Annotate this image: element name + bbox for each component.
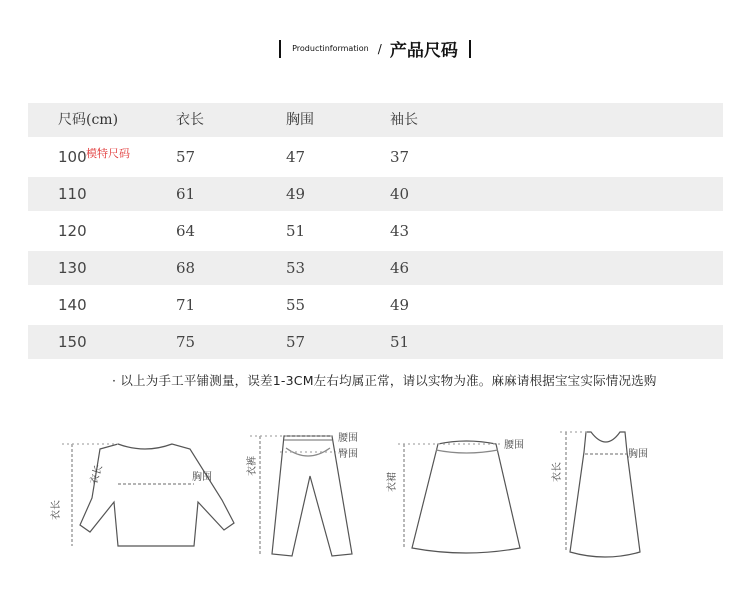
chest-cell: 51 bbox=[286, 222, 306, 240]
header-cell-size: 尺码(cm) bbox=[58, 112, 119, 128]
length-cell: 68 bbox=[176, 259, 196, 277]
dress-chest-label: 胸围 bbox=[628, 449, 648, 460]
pants-length-label: 衣裤 bbox=[247, 456, 258, 476]
table-header-row bbox=[28, 103, 723, 137]
sleeve-cell: 51 bbox=[390, 333, 410, 351]
table-row bbox=[28, 325, 723, 359]
top-diagram bbox=[62, 444, 234, 546]
pants-hip-label: 臀围 bbox=[338, 449, 358, 460]
sleeve-cell: 46 bbox=[390, 259, 410, 277]
table-row bbox=[28, 288, 723, 322]
length-cell: 64 bbox=[176, 222, 196, 240]
header-right-bar bbox=[469, 40, 471, 58]
garment-diagrams bbox=[0, 420, 750, 570]
size-cell: 140 bbox=[58, 296, 87, 314]
chest-cell: 55 bbox=[286, 296, 306, 314]
header-slash: / bbox=[377, 41, 382, 56]
sleeve-cell: 49 bbox=[390, 296, 410, 314]
top-inner-length-label: 衣长 bbox=[88, 463, 106, 486]
header-cell-sleeve: 袖长 bbox=[390, 112, 418, 128]
header-english-title: Productinformation bbox=[292, 44, 369, 53]
table-row bbox=[28, 214, 723, 248]
top-chest-label: 胸围 bbox=[192, 472, 212, 483]
table-row bbox=[28, 177, 723, 211]
chest-cell: 49 bbox=[286, 185, 306, 203]
header-cell-length: 衣长 bbox=[176, 112, 204, 128]
chest-cell: 57 bbox=[286, 333, 306, 351]
table-row bbox=[28, 251, 723, 285]
chest-cell: 53 bbox=[286, 259, 306, 277]
size-cell: 110 bbox=[58, 185, 87, 203]
length-cell: 75 bbox=[176, 333, 196, 351]
table-row bbox=[28, 140, 723, 174]
dress-length-label: 衣长 bbox=[552, 462, 563, 482]
size-cell: 120 bbox=[58, 222, 87, 240]
sleeve-cell: 43 bbox=[390, 222, 410, 240]
header-cell-chest: 胸围 bbox=[286, 112, 314, 128]
length-cell: 61 bbox=[176, 185, 196, 203]
top-length-label: 衣长 bbox=[51, 500, 62, 520]
length-cell: 57 bbox=[176, 148, 196, 166]
chest-cell: 47 bbox=[286, 148, 306, 166]
header-chinese-title: 产品尺码 bbox=[389, 41, 458, 61]
skirt-waist-label: 腰围 bbox=[504, 440, 524, 451]
measurement-note: · 以上为手工平铺测量，误差1-3CM左右均属正常，请以实物为准。麻麻请根据宝宝实际情况选购 bbox=[112, 373, 657, 388]
size-table bbox=[28, 103, 723, 359]
size-cell: 100 bbox=[58, 148, 87, 166]
page-header bbox=[0, 36, 750, 61]
skirt-diagram bbox=[398, 441, 520, 553]
length-cell: 71 bbox=[176, 296, 196, 314]
size-cell: 150 bbox=[58, 333, 87, 351]
skirt-length-label: 衣裙 bbox=[387, 472, 398, 492]
sleeve-cell: 40 bbox=[390, 185, 410, 203]
pants-diagram bbox=[250, 436, 352, 556]
sleeve-cell: 37 bbox=[390, 148, 410, 166]
header-left-bar bbox=[279, 40, 281, 58]
pants-waist-label: 腰围 bbox=[338, 433, 358, 444]
model-size-tag: 模特尺码 bbox=[86, 147, 130, 160]
size-cell: 130 bbox=[58, 259, 87, 277]
